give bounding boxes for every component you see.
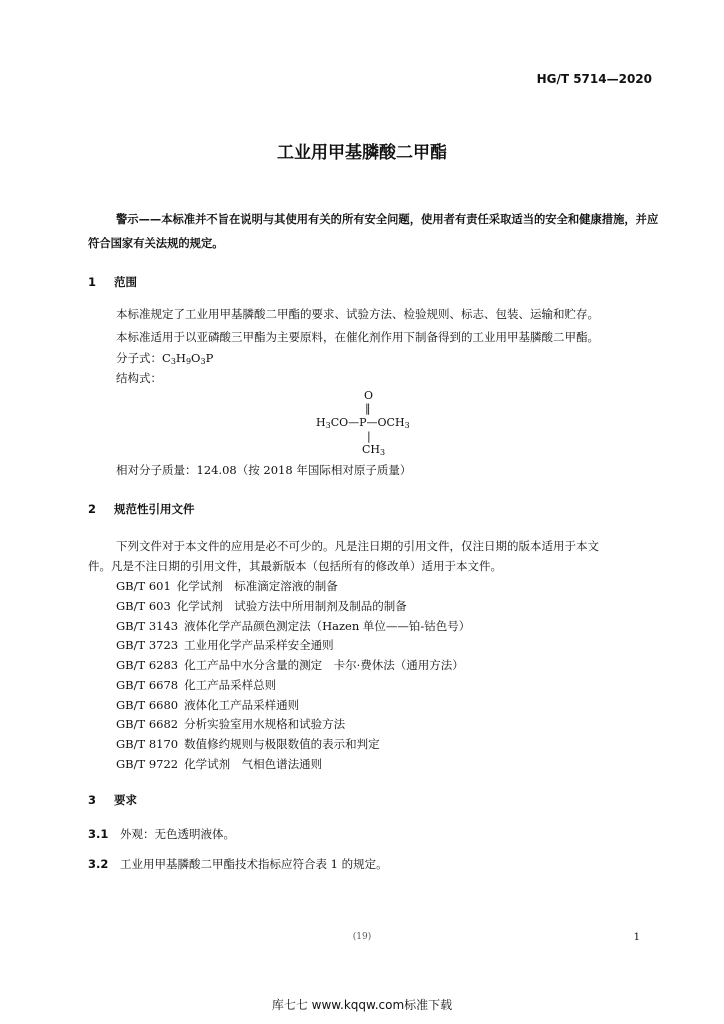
- clause-number: 3.2: [88, 857, 109, 871]
- reference-item: [116, 618, 470, 634]
- section-3-heading: [88, 792, 137, 808]
- molecular-formula: [116, 350, 213, 366]
- page-number: 1: [633, 932, 640, 943]
- reference-code: GB/T 6680: [116, 698, 179, 712]
- scope-paragraph-1: 本标准规定了工业用甲基膦酸二甲酯的要求、试验方法、检验规则、标志、包装、运输和贮存。: [116, 307, 599, 321]
- formula-h-count: 9: [185, 357, 192, 366]
- references-paragraph-1: 下列文件对于本文件的应用是必不可少的。凡是注日期的引用文件，仅注日期的版本适用于本文: [116, 539, 599, 553]
- structure-methyl: [362, 443, 385, 457]
- reference-item: [116, 756, 322, 772]
- section-1-heading: [88, 274, 137, 290]
- formula-c: C: [162, 351, 171, 365]
- reference-code: GB/T 601: [116, 579, 171, 593]
- structure-right-sub: 3: [404, 421, 410, 430]
- reference-title: 液体化学产品颜色测定法（Hazen 单位——铂-钴色号）: [184, 619, 471, 633]
- section-title: 范围: [114, 275, 137, 289]
- warning-paragraph: 警示——本标准并不旨在说明与其使用有关的所有安全问题，使用者有责任采取适当的安全和健康措施，并应符合国家有关法规的规定。: [88, 213, 659, 250]
- reference-item: [116, 736, 380, 752]
- reference-title: 化工产品采样总则: [184, 678, 277, 692]
- section-title: 要求: [114, 793, 137, 807]
- section-number: 1: [88, 275, 97, 289]
- clause-number: 3.1: [88, 827, 109, 841]
- structure-bottom-ch: CH: [362, 443, 381, 456]
- formula-c-count: 3: [170, 357, 176, 366]
- section-2-heading: [88, 501, 195, 517]
- reference-title: 化学试剂 标准滴定溶液的制备: [176, 579, 338, 593]
- reference-title: 化学试剂 气相色谱法通则: [184, 757, 323, 771]
- reference-code: GB/T 3143: [116, 619, 179, 633]
- reference-code: GB/T 8170: [116, 737, 179, 751]
- formula-h: H: [175, 351, 186, 365]
- section-title: 规范性引用文件: [114, 502, 195, 516]
- reference-code: GB/T 6283: [116, 658, 179, 672]
- reference-item: [116, 637, 334, 653]
- formula-p: P: [205, 351, 214, 365]
- structure-single-bond: |: [367, 430, 371, 443]
- standard-number: HG/T 5714—2020: [536, 72, 652, 86]
- reference-title: 数值修约规则与极限数值的表示和判定: [184, 737, 380, 751]
- relative-molecular-mass: 相对分子质量：124.08（按 2018 年国际相对原子质量）: [116, 463, 412, 477]
- reference-title: 工业用化学产品采样安全通则: [184, 638, 334, 652]
- reference-code: GB/T 6678: [116, 678, 179, 692]
- references-paragraph-2: 件。凡是不注日期的引用文件，其最新版本（包括所有的修改单）适用于本文件。: [88, 559, 502, 573]
- clause-text: 工业用甲基膦酸二甲酯技术指标应符合表 1 的规定。: [120, 857, 388, 871]
- page-code: (19): [352, 932, 372, 942]
- structure-main-chain: [316, 416, 410, 430]
- clause-text: 外观：无色透明液体。: [120, 827, 235, 841]
- formula-o: O: [191, 351, 201, 365]
- reference-code: GB/T 9722: [116, 757, 179, 771]
- structure-top-oxygen: O: [364, 389, 374, 402]
- reference-item: [116, 716, 345, 732]
- reference-item: [116, 697, 299, 713]
- reference-item: [116, 657, 464, 673]
- reference-item: [116, 598, 407, 614]
- download-watermark: 库七七 www.kqqw.com标准下载: [271, 998, 453, 1012]
- structure-left-sub: 3: [325, 421, 331, 430]
- structure-double-bond: ‖: [365, 402, 371, 415]
- reference-title: 分析实验室用水规格和试验方法: [184, 717, 346, 731]
- reference-code: GB/T 603: [116, 599, 171, 613]
- clause-3-1: [88, 826, 235, 842]
- structure-chain-text: CO—P—OCH: [330, 416, 405, 429]
- scope-paragraph-2: 本标准适用于以亚磷酸三甲酯为主要原料，在催化剂作用下制备得到的工业用甲基膦酸二甲酯。: [116, 330, 599, 344]
- reference-item: [116, 578, 338, 594]
- reference-title: 化学试剂 试验方法中所用制剂及制品的制备: [176, 599, 407, 613]
- reference-code: GB/T 3723: [116, 638, 179, 652]
- formula-label: 分子式：: [116, 351, 162, 365]
- section-number: 2: [88, 502, 97, 516]
- structural-formula-label: 结构式：: [116, 371, 162, 385]
- reference-title: 化工产品中水分含量的测定 卡尔·费休法（通用方法）: [184, 658, 464, 672]
- formula-o-count: 3: [200, 357, 206, 366]
- reference-code: GB/T 6682: [116, 717, 179, 731]
- structure-left-h: H: [316, 416, 326, 429]
- reference-title: 液体化工产品采样通则: [184, 698, 300, 712]
- document-title: 工业用甲基膦酸二甲酯: [277, 143, 447, 163]
- structure-bottom-sub: 3: [380, 448, 386, 457]
- clause-3-2: [88, 856, 388, 872]
- reference-item: [116, 677, 276, 693]
- section-number: 3: [88, 793, 97, 807]
